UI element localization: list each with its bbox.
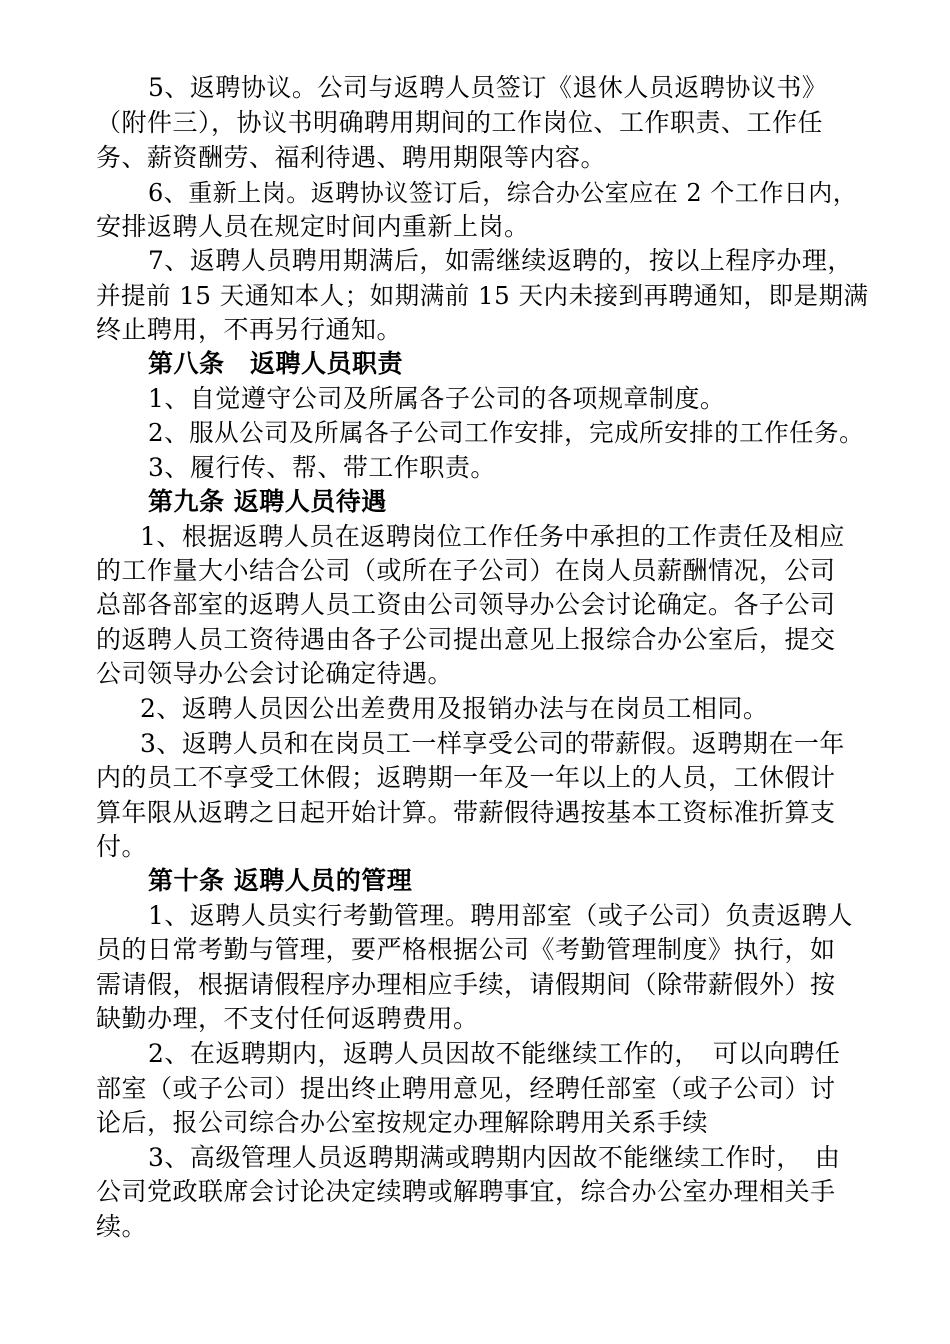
paragraph-line: 员的日常考勤与管理，要严格根据公司《考勤管理制度》执行，如 (96, 935, 836, 964)
paragraph-line: 3、高级管理人员返聘期满或聘期内因故不能继续工作时， 由 (148, 1143, 841, 1172)
paragraph-line: 1、自觉遵守公司及所属各子公司的各项规章制度。 (148, 384, 726, 413)
paragraph-line: 续。 (96, 1212, 148, 1241)
paragraph-line: 内的员工不享受工休假；返聘期一年及一年以上的人员，工休假计 (96, 763, 836, 792)
section-heading: 第八条 返聘人员职责 (148, 349, 404, 378)
paragraph-line: 终止聘用，不再另行通知。 (96, 315, 403, 344)
paragraph-line: 需请假，根据请假程序办理相应手续，请假期间（除带薪假外）按 (96, 970, 836, 999)
paragraph-line: 缺勤办理，不支付任何返聘费用。 (96, 1004, 479, 1033)
paragraph-line: 安排返聘人员在规定时间内重新上岗。 (96, 212, 530, 241)
section-heading: 第十条 返聘人员的管理 (148, 866, 413, 895)
paragraph-line: 论后，报公司综合办公室按规定办理解除聘用关系手续 (96, 1108, 709, 1137)
paragraph-line: 5、返聘协议。公司与返聘人员签订《退休人员返聘协议书》 (148, 73, 828, 102)
paragraph-line: 公司党政联席会讨论决定续聘或解聘事宜，综合办公室办理相关手 (96, 1177, 836, 1206)
paragraph-line: 7、返聘人员聘用期满后，如需继续返聘的，按以上程序办理， (148, 246, 853, 275)
paragraph-line: 6、重新上岗。返聘协议签订后，综合办公室应在 2 个工作日内， (148, 179, 858, 207)
paragraph-line: 3、履行传、帮、带工作职责。 (148, 453, 496, 482)
paragraph-line: 的返聘人员工资待遇由各子公司提出意见上报综合办公室后，提交 (96, 625, 836, 654)
paragraph-line: 3、返聘人员和在岗员工一样享受公司的带薪假。返聘期在一年 (140, 729, 845, 758)
section-heading: 第九条 返聘人员待遇 (148, 487, 387, 516)
paragraph-line: 2、在返聘期内，返聘人员因故不能继续工作的， 可以向聘任 (148, 1039, 841, 1068)
paragraph-line: 2、服从公司及所属各子公司工作安排，完成所安排的工作任务。 (148, 418, 865, 447)
paragraph-line: （附件三），协议书明确聘用期间的工作岗位、工作职责、工作任 (96, 108, 824, 137)
paragraph-line: 算年限从返聘之日起开始计算。带薪假待遇按基本工资标准折算支 (96, 798, 836, 827)
paragraph-line: 付。 (96, 832, 148, 861)
paragraph-line: 部室（或子公司）提出终止聘用意见，经聘任部室（或子公司）讨 (96, 1074, 836, 1103)
paragraph-line: 务、薪资酬劳、福利待遇、聘用期限等内容。 (96, 143, 607, 172)
paragraph-line: 1、返聘人员实行考勤管理。聘用部室（或子公司）负责返聘人 (148, 901, 853, 930)
paragraph-line: 1、根据返聘人员在返聘岗位工作任务中承担的工作责任及相应 (140, 522, 845, 551)
paragraph-line: 2、返聘人员因公出差费用及报销办法与在岗员工相同。 (140, 694, 769, 723)
paragraph-line: 公司领导办公会讨论确定待遇。 (96, 659, 454, 688)
paragraph-line: 的工作量大小结合公司（或所在子公司）在岗人员薪酬情况，公司 (96, 556, 836, 585)
paragraph-line: 并提前 15 天通知本人；如期满前 15 天内未接到再聘通知，即是期满 (96, 281, 869, 310)
paragraph-line: 总部各部室的返聘人员工资由公司领导办公会讨论确定。各子公司 (96, 590, 836, 619)
